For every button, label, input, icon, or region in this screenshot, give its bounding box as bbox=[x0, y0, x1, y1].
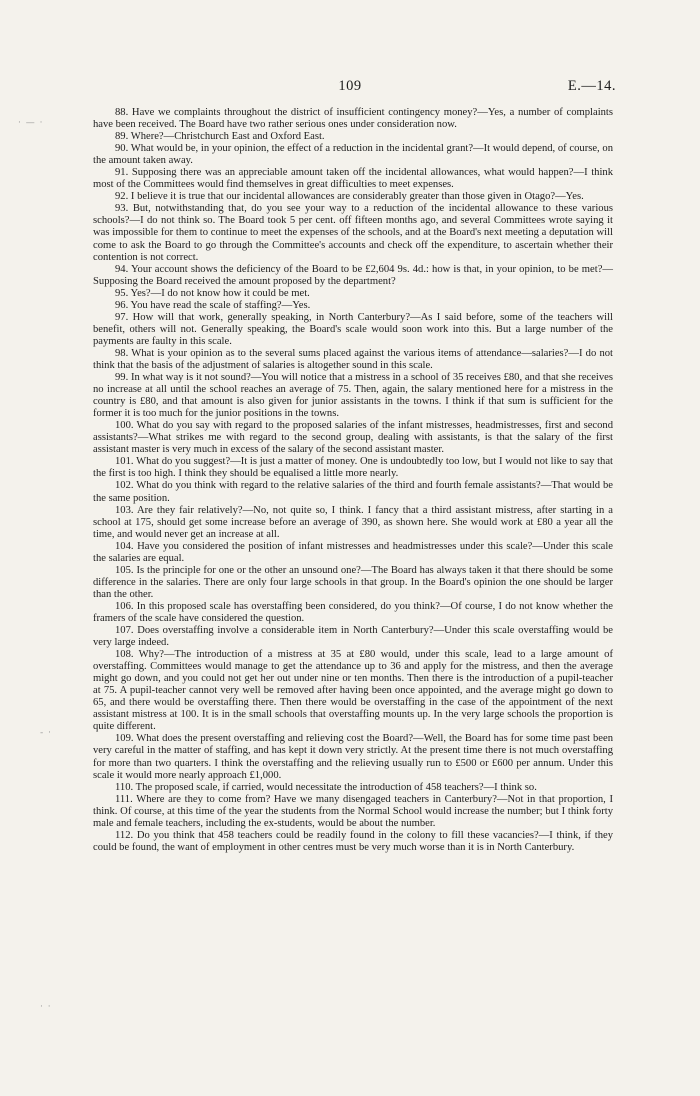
paragraph-q98: 98. What is your opinion as to the several sums placed against the various items of attendance—salaries?—I do not think that the basis of the adjustment of salaries is altogether sound in this scale. bbox=[93, 347, 613, 371]
paragraph-q101: 101. What do you suggest?—It is just a matter of money. One is undoubtedly too low, but I would not like to say that the first is too high. I think they should be equalised a little more nearly. bbox=[93, 456, 613, 480]
margin-mark-icon: · · bbox=[40, 1002, 52, 1012]
paragraph-q88: 88. Have we complaints throughout the district of insufficient contingency money?—Yes, a number of complaints have been received. The Board have two rather serious ones under consideration now. bbox=[93, 107, 613, 131]
document-reference: E.—14. bbox=[567, 78, 616, 94]
paragraph-q95: 95. Yes?—I do not know how it could be met. bbox=[115, 287, 310, 299]
paragraph-q100: 100. What do you say with regard to the proposed salaries of the infant mistresses, headmistresses, first and second assistants?—What strikes me with regard to the second group, dealing with assistants, is that the salary of the first assistant master is very much in excess of the salary of the second assistant master. bbox=[93, 420, 613, 456]
paragraph-q102: 102. What do you think with regard to the relative salaries of the third and fourth female assistants?—That would be the same position. bbox=[93, 480, 613, 504]
paragraph-q89: 89. Where?—Christchurch East and Oxford East. bbox=[115, 131, 325, 143]
paragraph-q96: 96. You have read the scale of staffing?—Yes. bbox=[115, 299, 311, 311]
paragraph-q91: 91. Supposing there was an appreciable amount taken off the incidental allowances, what would happen?—I think most of the Committees would find themselves in great difficulties to meet expenses. bbox=[93, 167, 613, 191]
paragraph-q109: 109. What does the present overstaffing and relieving cost the Board?—Well, the Board has for some time past been very careful in the matter of staffing, and has kept it down very strictly. At the present time there is not much overstaffing for more than two quarters. I think the overstaffing and the relieving usually run to £500 or £600 per annum. Under this scale it would more nearly approach £1,000. bbox=[93, 733, 613, 781]
paragraph-q97: 97. How will that work, generally speaking, in North Canterbury?—As I said before, some of the teachers will benefit, others will not. Generally speaking, the Board's scale would soon work into this. But a large number of the payments are faulty in this scale. bbox=[93, 311, 613, 347]
paragraph-q107: 107. Does overstaffing involve a considerable item in North Canterbury?—Under this scale overstaffing would be very large indeed. bbox=[93, 625, 613, 649]
paragraph-q112: 112. Do you think that 458 teachers could be readily found in the colony to fill these vacancies?—I think, if they could be found, the want of employment in other centres must be very much worse than it is in North Canterbury. bbox=[93, 829, 613, 853]
paragraph-q94: 94. Your account shows the deficiency of the Board to be £2,604 9s. 4d.: how is that, in your opinion, to be met?—Supposing the Board received the amount proposed by the department? bbox=[93, 263, 613, 287]
paragraph-q103: 103. Are they fair relatively?—No, not quite so, I think. I fancy that a third assistant mistress, after starting in a school at 175, should get some increase before an average of 390, as shown here. She would work at £80 a year all the time, and would never get an increase at all. bbox=[93, 504, 613, 540]
paragraph-q106: 106. In this proposed scale has overstaffing been considered, do you think?—Of course, I do not know whether the framers of the scale have considered the question. bbox=[93, 600, 613, 624]
paragraph-q111: 111. Where are they to come from? Have we many disengaged teachers in Canterbury?—Not in that proportion, I think. Of course, at this time of the year the students from the Normal School would increase the number; but I think forty male and female teachers, including the ex-students, would be about the number. bbox=[93, 793, 613, 829]
paragraph-q99: 99. In what way is it not sound?—You will notice that a mistress in a school of 35 receives £80, and that she receives no increase at all until the school reaches an average of 75. Then, again, the salary mentioned here for a mistress in the country is £80, and that amount is also given for junior assistants in the towns. I think if that sum is sufficient for the former it is too much for the junior positions in the towns. bbox=[93, 372, 613, 420]
paragraph-q93: 93. But, notwithstanding that, do you see your way to a reduction of the incidental allowance to these various schools?—I do not think so. The Board took 5 per cent. off fifteen months ago, and several Committees wrote saying it was impossible for them to continue to meet the expenses of the schools, and at the Board's next meeting a deputation will come to ask the Board to go through the Committee's accounts and check off the expenditure, to ascertain whether their contention is not correct. bbox=[93, 203, 613, 263]
paragraph-q110: 110. The proposed scale, if carried, would necessitate the introduction of 458 teachers?—I think so. bbox=[115, 781, 537, 793]
paragraph-q92: 92. I believe it is true that our incidental allowances are considerably greater than those given in Otago?—Yes. bbox=[115, 191, 584, 203]
paragraph-q90: 90. What would be, in your opinion, the effect of a reduction in the incidental grant?—It would depend, of course, on the amount taken away. bbox=[93, 143, 613, 167]
margin-mark-icon: ‐ · bbox=[40, 728, 52, 738]
paragraph-q104: 104. Have you considered the position of infant mistresses and headmistresses under this scale?—Under this scale the salaries are equal. bbox=[93, 540, 613, 564]
testimony-body bbox=[93, 107, 613, 854]
paragraph-q108: 108. Why?—The introduction of a mistress at 35 at £80 would, under this scale, lead to a large amount of overstaffing. Committees would manage to get the attendance up to 36 and apply for the mistress, and then the average might go down, and you could not get her out under nine or ten months. Then there is the introduction of a pupil-teacher at 75. A pupil-teacher cannot very well be removed after having been once appointed, and the average might go down to 65, and there would be overstaffing there. Then there would be overstaffing in the case of the appointment of the next assistant mistress at 100. It is in the small schools that overstaffing mounts up. In the very large schools the proportion is quite different. bbox=[93, 649, 613, 733]
margin-mark-icon: · — · bbox=[18, 118, 44, 128]
page-number: 109 bbox=[338, 78, 362, 94]
paragraph-q105: 105. Is the principle for one or the other an unsound one?—The Board has always taken it that there should be some difference in the salaries. There are only four large schools in that group. In the Board's opinion the one should be larger than the other. bbox=[93, 564, 613, 600]
